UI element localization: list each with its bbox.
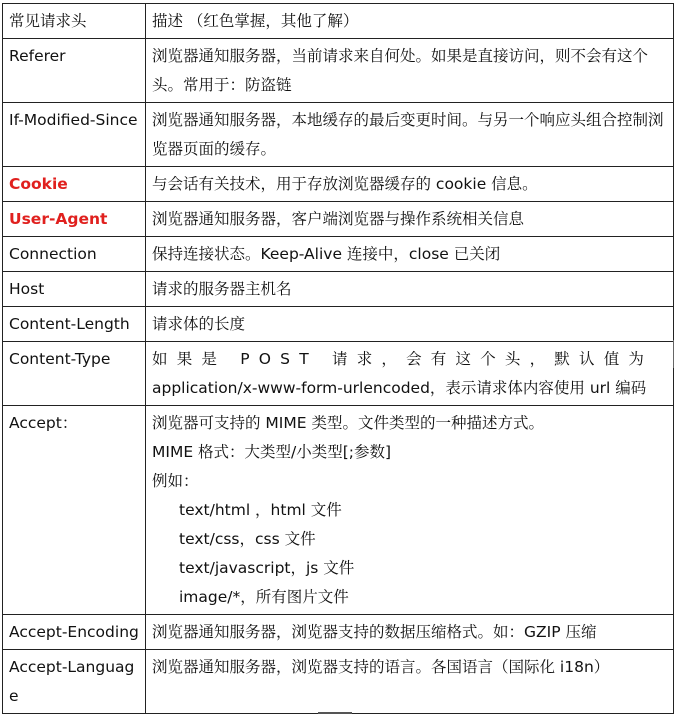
header-desc-accept bbox=[146, 406, 674, 615]
header-name-referer: Referer bbox=[3, 39, 146, 103]
http-request-headers-table bbox=[2, 3, 674, 714]
header-desc-content-type bbox=[146, 342, 674, 406]
table-row bbox=[3, 307, 674, 342]
content-type-desc-line1: 如果是 POST 请求，会有这个头，默认值为 bbox=[152, 350, 654, 368]
content-type-desc-rest: application/x-www-form-urlencoded，表示请求体内容使用 url 编码 bbox=[152, 379, 647, 397]
page-footer-mark bbox=[318, 712, 352, 714]
header-desc-if-modified-since: 浏览器通知服务器，本地缓存的最后变更时间。与另一个响应头组合控制浏览器页面的缓存。 bbox=[146, 103, 674, 167]
table-row bbox=[3, 650, 674, 714]
table-header-row bbox=[3, 4, 674, 39]
header-desc-host: 请求的服务器主机名 bbox=[146, 272, 674, 307]
header-desc-user-agent: 浏览器通知服务器，客户端浏览器与操作系统相关信息 bbox=[146, 202, 674, 237]
table-row bbox=[3, 406, 674, 615]
accept-desc-line: 例如： bbox=[152, 472, 199, 490]
header-desc-accept-encoding: 浏览器通知服务器，浏览器支持的数据压缩格式。如：GZIP 压缩 bbox=[146, 615, 674, 650]
header-name-if-modified-since: If-Modified-Since bbox=[3, 103, 146, 167]
header-desc-connection: 保持连接状态。Keep-Alive 连接中，close 已关闭 bbox=[146, 237, 674, 272]
header-name-host: Host bbox=[3, 272, 146, 307]
side-margin-mark bbox=[673, 340, 674, 368]
accept-example: image/*，所有图片文件 bbox=[179, 588, 349, 606]
header-name-content-type: Content-Type bbox=[3, 342, 146, 406]
header-desc-referer: 浏览器通知服务器，当前请求来自何处。如果是直接访问，则不会有这个头。常用于：防盗链 bbox=[146, 39, 674, 103]
table-row bbox=[3, 272, 674, 307]
table-row bbox=[3, 615, 674, 650]
header-name-accept-language: Accept-Language bbox=[3, 650, 146, 714]
header-name-accept-encoding: Accept-Encoding bbox=[3, 615, 146, 650]
accept-example: text/javascript，js 文件 bbox=[179, 559, 355, 577]
accept-desc-line: 浏览器可支持的 MIME 类型。文件类型的一种描述方式。 bbox=[152, 414, 544, 432]
header-desc-accept-language: 浏览器通知服务器，浏览器支持的语言。各国语言（国际化 i18n） bbox=[146, 650, 674, 714]
header-cell-description: 描述 （红色掌握，其他了解） bbox=[146, 4, 674, 39]
header-name-connection: Connection bbox=[3, 237, 146, 272]
header-cell-name: 常见请求头 bbox=[3, 4, 146, 39]
table-row bbox=[3, 202, 674, 237]
table-row bbox=[3, 167, 674, 202]
table-row bbox=[3, 237, 674, 272]
table-row bbox=[3, 342, 674, 406]
accept-example: text/html ，html 文件 bbox=[179, 501, 342, 519]
header-name-user-agent: User-Agent bbox=[3, 202, 146, 237]
header-name-cookie: Cookie bbox=[3, 167, 146, 202]
header-name-accept: Accept： bbox=[3, 406, 146, 615]
accept-desc-line: MIME 格式：大类型/小类型[;参数] bbox=[152, 443, 392, 461]
header-desc-cookie: 与会话有关技术，用于存放浏览器缓存的 cookie 信息。 bbox=[146, 167, 674, 202]
header-desc-content-length: 请求体的长度 bbox=[146, 307, 674, 342]
table-row bbox=[3, 103, 674, 167]
table-row bbox=[3, 39, 674, 103]
header-name-content-length: Content-Length bbox=[3, 307, 146, 342]
accept-example: text/css，css 文件 bbox=[179, 530, 316, 548]
